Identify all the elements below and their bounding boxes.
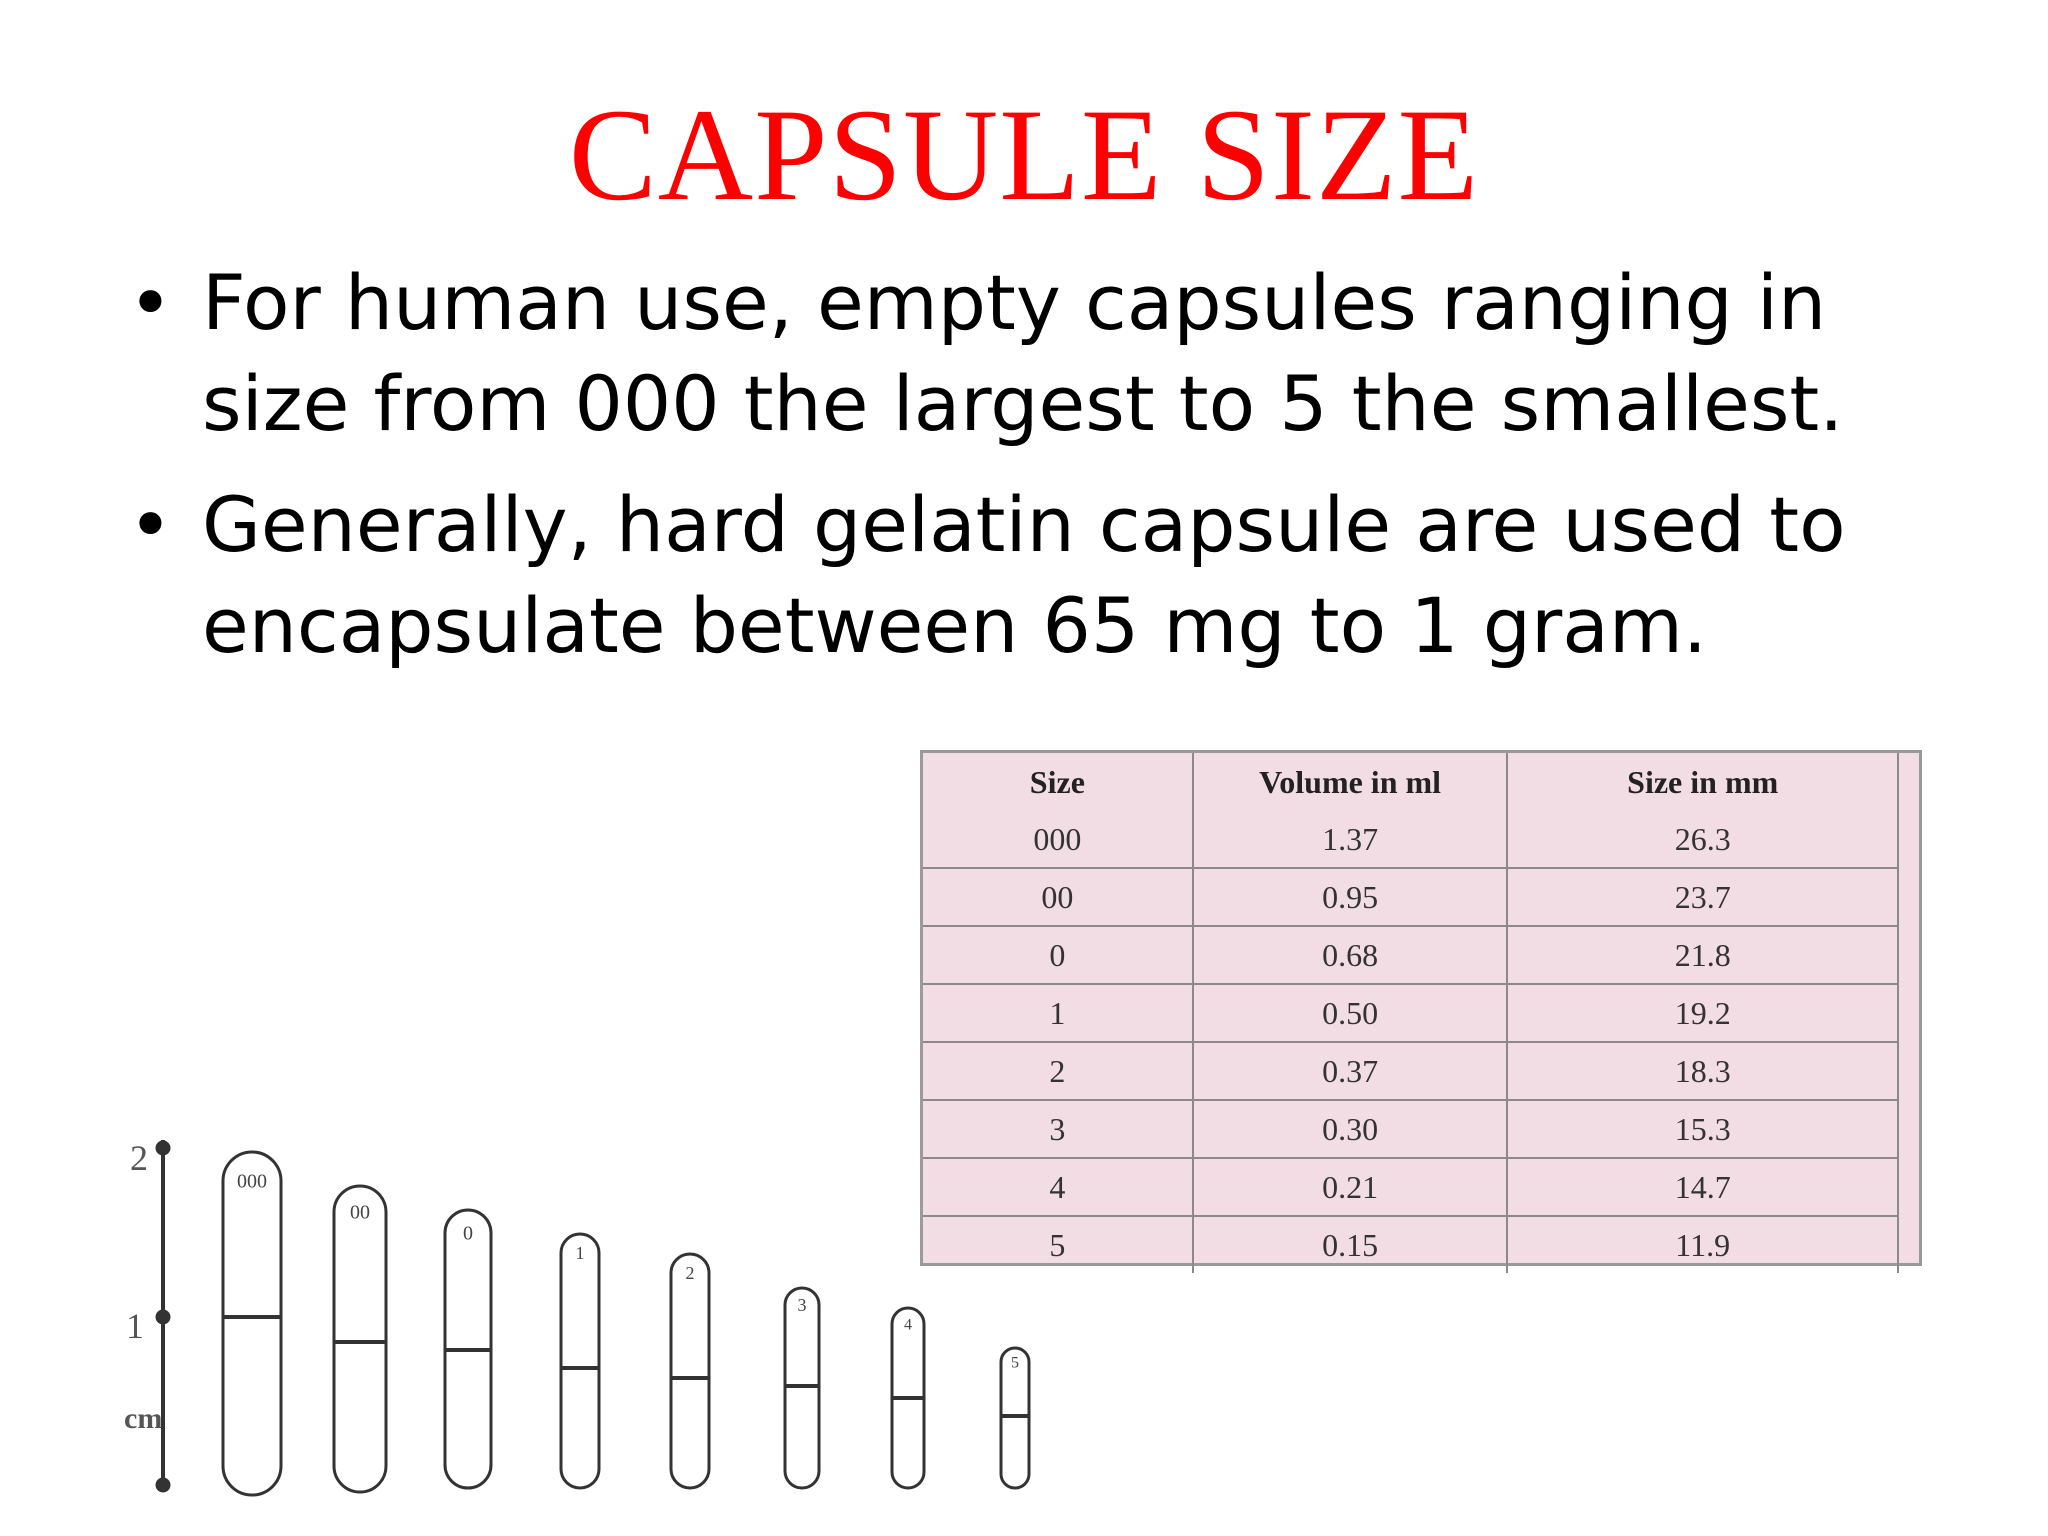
bullet-list [118, 252, 1978, 696]
column-header-volume: Volume in ml [1193, 753, 1508, 811]
bullet-dot-icon: • [128, 258, 173, 347]
table-header-row [923, 753, 1898, 811]
table-cell: 00 [923, 868, 1193, 926]
table-cell: 14.7 [1507, 1158, 1898, 1216]
table-cell: 3 [923, 1100, 1193, 1158]
table-cell: 0.30 [1193, 1100, 1508, 1158]
capsule-3 [785, 1288, 819, 1488]
table-cell: 4 [923, 1158, 1193, 1216]
capsule-outline [561, 1234, 599, 1488]
scale-label-cm: cm [124, 1402, 163, 1435]
table-cell: 19.2 [1507, 984, 1898, 1042]
capsule-000 [223, 1152, 281, 1495]
table-cell: 21.8 [1507, 926, 1898, 984]
table-cell: 15.3 [1507, 1100, 1898, 1158]
capsule-outline [334, 1186, 386, 1492]
scale-label-1: 1 [126, 1306, 144, 1346]
bullet-item [118, 474, 1978, 676]
table-row [923, 811, 1898, 868]
capsule-2 [671, 1254, 709, 1488]
table-cell: 0 [923, 926, 1193, 984]
capsule-size-label: 000 [237, 1170, 267, 1193]
capsule-0 [445, 1210, 491, 1488]
capsule-1 [561, 1234, 599, 1488]
capsule-5 [1001, 1348, 1029, 1488]
table-cell: 0.68 [1193, 926, 1508, 984]
capsule-size-label: 1 [575, 1243, 585, 1263]
capsule-outlines [223, 1152, 1029, 1495]
table-row [923, 984, 1898, 1042]
capsule-4 [892, 1308, 924, 1488]
column-header-size: Size [923, 753, 1193, 811]
table-cell: 18.3 [1507, 1042, 1898, 1100]
bullet-item [118, 252, 1978, 454]
capsule-size-label: 2 [685, 1263, 695, 1283]
capsule-outline [223, 1152, 281, 1495]
table-cell: 26.3 [1507, 811, 1898, 868]
table-cell: 0.50 [1193, 984, 1508, 1042]
capsule-size-label: 3 [797, 1295, 807, 1315]
table-cell: 0.15 [1193, 1216, 1508, 1273]
capsule-outline [671, 1254, 709, 1488]
table-cell: 5 [923, 1216, 1193, 1273]
table-cell: 000 [923, 811, 1193, 868]
capsule-table [923, 753, 1899, 1273]
table-cell: 0.95 [1193, 868, 1508, 926]
scale-label-2: 2 [130, 1138, 148, 1178]
bullet-text: For human use, empty capsules ranging in size from 000 the largest to 5 the smallest. [202, 258, 1844, 448]
cm-scale [156, 1140, 170, 1492]
table-row [923, 1158, 1898, 1216]
capsule-size-diagram [100, 1110, 1060, 1510]
table-cell: 0.21 [1193, 1158, 1508, 1216]
table-row [923, 1042, 1898, 1100]
table-row [923, 868, 1898, 926]
table-row [923, 926, 1898, 984]
capsule-size-label: 4 [904, 1316, 912, 1334]
slide-title: CAPSULE SIZE [568, 81, 1480, 228]
table-cell: 23.7 [1507, 868, 1898, 926]
capsule-00 [334, 1186, 386, 1492]
table-cell: 11.9 [1507, 1216, 1898, 1273]
capsule-size-label: 5 [1011, 1354, 1019, 1372]
capsule-size-label: 00 [350, 1201, 370, 1224]
table-row [923, 1216, 1898, 1273]
table-row [923, 1100, 1898, 1158]
table-cell: 1.37 [1193, 811, 1508, 868]
capsule-size-label: 0 [463, 1222, 473, 1245]
table-cell: 2 [923, 1042, 1193, 1100]
capsule-size-table [920, 750, 1922, 1266]
column-header-length: Size in mm [1507, 753, 1898, 811]
bullet-dot-icon: • [128, 480, 173, 569]
bullet-text: Generally, hard gelatin capsule are used to encapsulate between 65 mg to 1 gram. [202, 480, 1846, 670]
table-cell: 1 [923, 984, 1193, 1042]
table-cell: 0.37 [1193, 1042, 1508, 1100]
